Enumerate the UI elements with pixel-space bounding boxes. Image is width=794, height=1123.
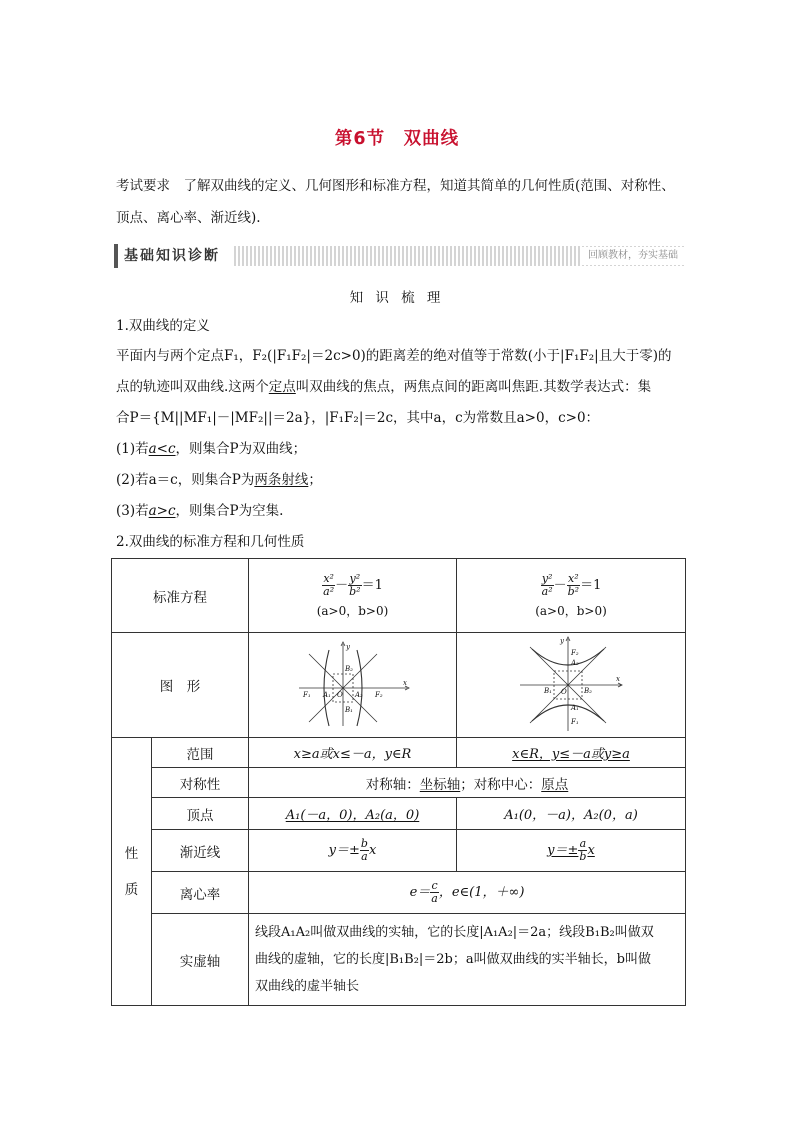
fraction [567, 573, 580, 598]
row-label-symmetry: 对称性 [152, 768, 249, 798]
x-axis-label: x [402, 679, 407, 687]
blank-answer: 坐标轴 [419, 776, 461, 793]
range-value-1: x≥a或x≤－a，y∈R [249, 738, 457, 768]
numerator: c [431, 879, 438, 892]
table-row [112, 633, 686, 738]
text-segment: (3)若 [116, 503, 149, 519]
case-3 [116, 501, 686, 521]
symmetry-value [249, 768, 686, 798]
point-label-a1: A₁ [571, 704, 579, 712]
graph-cell-2 [457, 633, 686, 738]
point-label-b2: B₂ [584, 687, 592, 695]
denominator: b [579, 850, 587, 863]
case-2 [116, 470, 686, 490]
text-segment: ； [308, 472, 322, 488]
asymptote-value-1 [249, 830, 457, 872]
fraction [430, 880, 439, 905]
blank-answer: 两条射线 [254, 472, 309, 488]
row-label-eccentricity: 离心率 [152, 872, 249, 914]
numerator: b [360, 837, 368, 850]
eccentricity-value [249, 872, 686, 914]
fraction [348, 573, 361, 598]
range-value-2: x∈R，y≤－a或y≥a [457, 738, 686, 768]
text-segment: (2)若a＝c，则集合P为 [116, 472, 255, 488]
axes-text-line3: 双曲线的虚半轴长 [255, 979, 360, 994]
row-label-asymptote: 渐近线 [152, 830, 249, 872]
section1-heading: 1.双曲线的定义 [116, 318, 210, 334]
text-segment: x [587, 843, 595, 858]
vertical-hyperbola-graph [516, 635, 626, 735]
text-segment: x [368, 843, 377, 858]
numerator: y² [349, 571, 361, 585]
definition-line3: 合P＝{M||MF₁|－|MF₂||＝2a}，|F₁F₂|＝2c，其中a，c为常数且a>0，c>0： [116, 410, 600, 426]
exam-requirement-text: 了解双曲线的定义、几何图形和标准方程，知道其简单的几何性质(范围、对称性、 [183, 178, 675, 194]
blank-answer [547, 837, 595, 863]
axes-description [249, 914, 686, 1006]
denominator: a [431, 892, 438, 905]
row-label-vertex: 顶点 [152, 798, 249, 830]
text-segment: 叫双曲线的焦点，两焦点间的距离叫焦距.其数学表达式：集 [295, 379, 652, 395]
denominator: a² [541, 584, 553, 598]
denominator: a [361, 850, 368, 863]
numerator: a [579, 837, 587, 850]
point-label-a1: A₁ [322, 691, 331, 699]
blank-answer: a>c [148, 503, 176, 519]
axes-text-line2: 曲线的虚轴，它的长度|B₁B₂|＝2b；a叫做双曲线的实半轴长，b叫做 [255, 952, 651, 967]
point-label-a2: A₂ [571, 659, 579, 667]
text-segment: ，则集合P为双曲线； [175, 441, 307, 457]
equation-rhs: ＝1 [361, 577, 383, 593]
x-axis-label: x [616, 675, 620, 683]
row-label-standard-equation: 标准方程 [112, 559, 249, 633]
asymptote-value-2 [457, 830, 686, 872]
text-segment: ；对称中心： [460, 776, 542, 793]
denominator: b² [349, 584, 361, 598]
origin-label: O [336, 691, 343, 699]
point-label-f1: F₁ [571, 718, 579, 726]
page-title: 第6节 双曲线 [334, 129, 460, 149]
equation-cell-2: $\frac{\text{y²}}{\text{a²}}$ － $\frac{\text{x²}}{\text{b²}}$ ＝1 (a>0，b>0) [457, 559, 686, 633]
graph-cell-1 [249, 633, 457, 738]
table-row [112, 768, 686, 798]
case-1 [116, 439, 686, 459]
exam-requirement-label: 考试要求 [116, 178, 170, 194]
row-label-range: 范围 [152, 738, 249, 768]
y-axis-label: y [560, 637, 564, 645]
point-label-b1: B₁ [544, 687, 552, 695]
blank-answer: a<c [148, 441, 176, 457]
point-label-b2: B₂ [344, 665, 353, 673]
fraction [322, 573, 335, 598]
text-segment: 点的轨迹叫双曲线.这两个 [116, 379, 269, 395]
text-segment: (1)若 [116, 441, 149, 457]
vertex-value-2: A₁(0，－a)，A₂(0，a) [457, 798, 686, 830]
numerator: x² [323, 571, 334, 585]
equation-condition: (a>0，b>0) [535, 603, 607, 618]
numerator: x² [568, 571, 579, 585]
row-label-graph: 图 形 [112, 633, 249, 738]
point-label-b1: B₁ [344, 706, 353, 714]
fraction [541, 573, 554, 598]
denominator: a² [323, 584, 335, 598]
text-segment: y＝± [547, 843, 579, 858]
banner-left-label: 基础知识诊断 [114, 244, 232, 268]
equation-rhs: ＝1 [580, 577, 602, 593]
table-row [112, 872, 686, 914]
horizontal-hyperbola-graph [295, 640, 411, 730]
text-segment: e＝ [409, 885, 431, 900]
vertex-value-1: A₁(－a，0)，A₂(a，0) [249, 798, 457, 830]
fraction [360, 838, 369, 863]
text-segment: ，则集合P为空集. [175, 503, 284, 519]
section2-heading: 2.双曲线的标准方程和几何性质 [116, 534, 305, 550]
exam-requirement-line2: 顶点、离心率、渐近线). [116, 210, 261, 226]
text-segment: y＝± [328, 843, 360, 858]
axes-text-line1: 线段A₁A₂叫做双曲线的实轴，它的长度|A₁A₂|＝2a；线段B₁B₂叫做双 [255, 925, 654, 940]
blank-answer: 定点 [268, 379, 296, 395]
blank-answer: 原点 [541, 776, 569, 793]
table-row [112, 798, 686, 830]
section-banner [114, 244, 686, 268]
definition-line2 [116, 377, 686, 397]
equation-condition: (a>0，b>0) [316, 603, 389, 618]
point-label-a2: A₂ [354, 691, 363, 699]
origin-label: O [561, 688, 567, 696]
table-row [112, 738, 686, 768]
text-segment: 对称轴： [365, 776, 420, 793]
equation-cell-1: $\frac{\text{x²}}{\text{a²}}$ － $\frac{\text{y²}}{\text{b²}}$ ＝1 (a>0，b>0) [249, 559, 457, 633]
denominator: b² [567, 584, 580, 598]
y-axis-label: y [345, 643, 350, 651]
definition-line1: 平面内与两个定点F₁，F₂(|F₁F₂|＝2c>0)的距离差的绝对值等于常数(小于|F₁F₂|且大于零)的 [116, 348, 672, 364]
table-row [112, 830, 686, 872]
property-group-label [112, 738, 152, 1006]
point-label-f2: F₂ [571, 649, 579, 657]
exam-requirement-line1 [116, 176, 686, 196]
hyperbola-properties-table [111, 558, 686, 1006]
row-label-axes: 实虚轴 [152, 914, 249, 1006]
numerator: y² [541, 571, 553, 585]
banner-right-label: 回顾教材，夯实基础 [580, 247, 686, 265]
text-segment: ，e∈(1，＋∞) [438, 885, 525, 900]
point-label-f2: F₂ [374, 691, 383, 699]
subheading: 知 识 梳 理 [349, 290, 445, 306]
table-row [112, 559, 686, 633]
property-label-text: 性质 [124, 845, 139, 898]
table-row [112, 914, 686, 1006]
point-label-f1: F₁ [302, 691, 311, 699]
